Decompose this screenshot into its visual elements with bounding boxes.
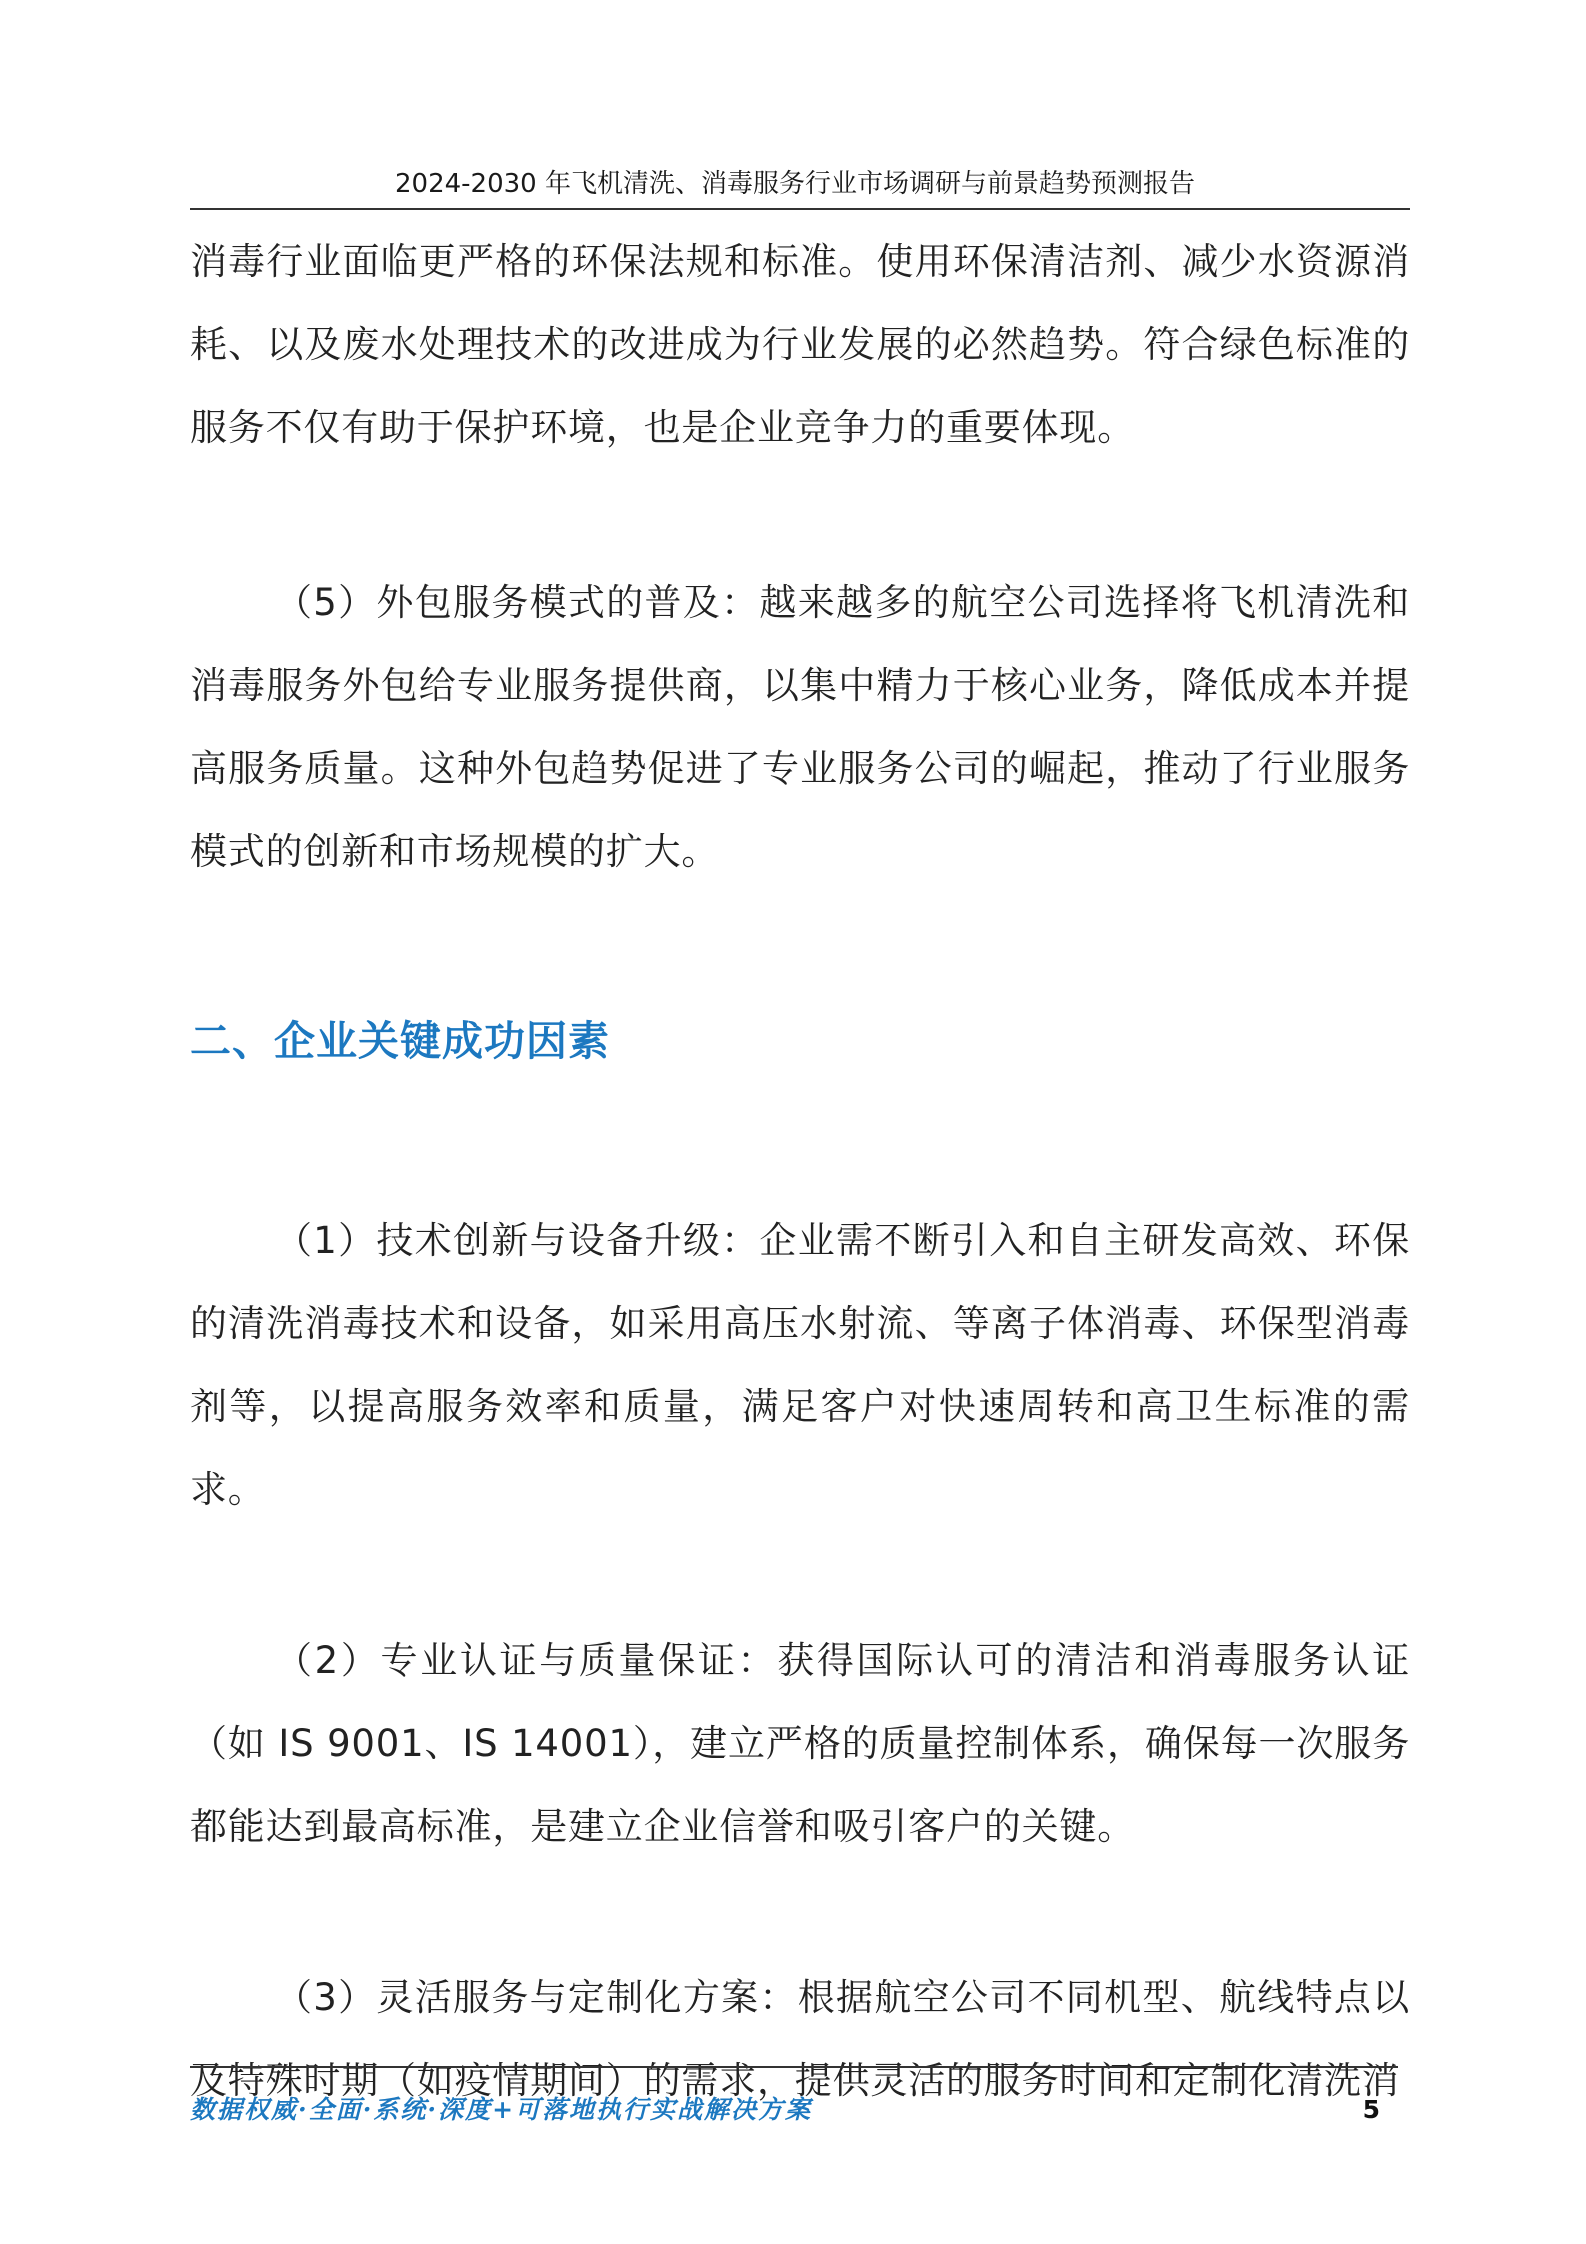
spacer — [190, 1531, 1410, 1619]
paragraph-factor-1: （1）技术创新与设备升级：企业需不断引入和自主研发高效、环保的清洗消毒技术和设备，如采用高压水射流、等离子体消毒、环保型消毒剂等，以提高服务效率和质量，满足客户对快速周转和高卫生标准的需求。 — [190, 1219, 1410, 1511]
paragraph-factor-2: （2）专业认证与质量保证：获得国际认可的清洁和消毒服务认证（如 IS 9001、IS 14001），建立严格的质量控制体系，确保每一次服务都能达到最高标准，是建立企业信誉和吸引客户的关键。 — [190, 1639, 1410, 1848]
paragraph-factor-3: （3）灵活服务与定制化方案：根据航空公司不同机型、航线特点以及特殊时期（如疫情期间）的需求，提供灵活的服务时间和定制化清洗消 — [190, 1976, 1410, 2102]
spacer — [190, 893, 1410, 1011]
spacer — [190, 1071, 1410, 1199]
section-heading: 二、企业关键成功因素 — [190, 1017, 610, 1065]
spacer — [190, 469, 1410, 561]
page-number: 5 — [1362, 2095, 1380, 2124]
report-title: 2024-2030 年飞机清洗、消毒服务行业市场调研与前景趋势预测报告 — [395, 169, 1195, 199]
footer-divider — [190, 2066, 1398, 2068]
header-divider — [190, 208, 1410, 210]
spacer — [190, 1868, 1410, 1956]
footer-slogan: 数据权威·全面·系统·深度+可落地执行实战解决方案 — [190, 2095, 813, 2124]
paragraph-continued: 消毒行业面临更严格的环保法规和标准。使用环保清洁剂、减少水资源消耗、以及废水处理技术的改进成为行业发展的必然趋势。符合绿色标准的服务不仅有助于保护环境，也是企业竞争力的重要体现。 — [190, 240, 1410, 449]
page-content — [190, 220, 1410, 2122]
paragraph-outsourcing: （5）外包服务模式的普及：越来越多的航空公司选择将飞机清洗和消毒服务外包给专业服务提供商，以集中精力于核心业务，降低成本并提高服务质量。这种外包趋势促进了专业服务公司的崛起，推动了行业服务模式的创新和市场规模的扩大。 — [190, 581, 1410, 873]
